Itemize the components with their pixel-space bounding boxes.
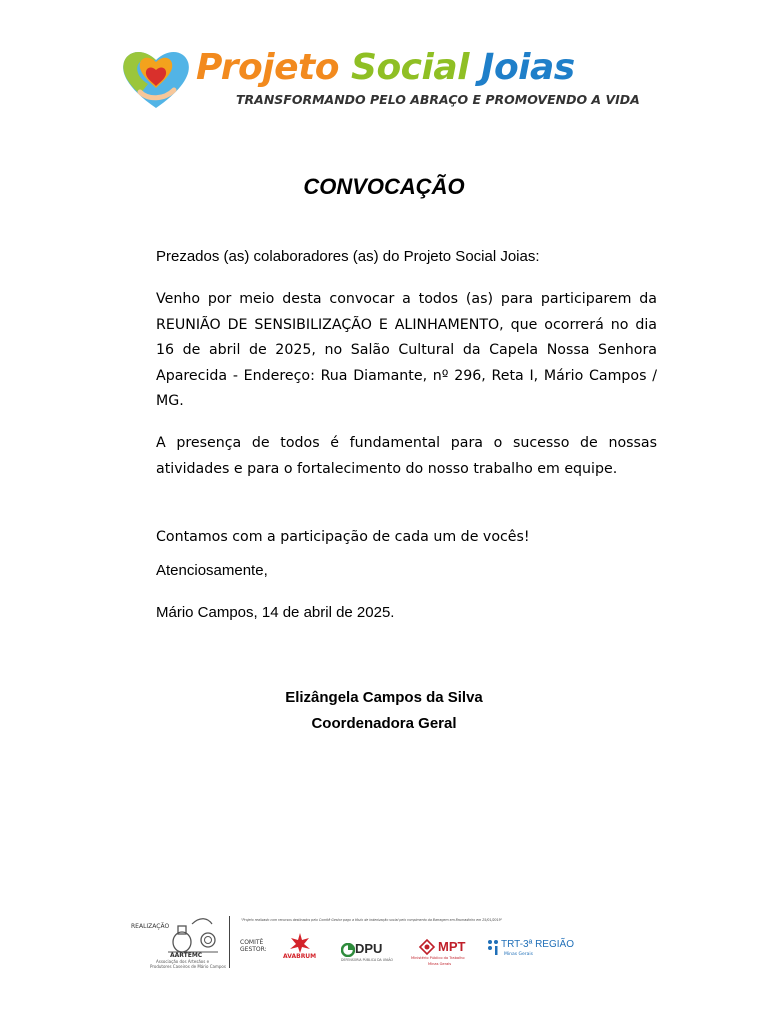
project-logo (118, 44, 638, 114)
aartemc-desc-line1: Associação dos Artesãos e (156, 959, 210, 964)
comite-label-line1: COMITÊ (240, 939, 264, 946)
footer-divider (229, 916, 230, 968)
mpt-desc-line1: Ministério Público do Trabalho (411, 956, 465, 960)
closing-salutation: Atenciosamente, (156, 562, 268, 579)
logo-title-word-joias: Joias (481, 47, 575, 88)
aartemc-name: AARTEMC (170, 952, 203, 959)
aartemc-desc-line2: Produtores Caseiros de Mário Campos (150, 964, 226, 969)
trt-name: TRT-3ª REGIÃO (501, 939, 574, 950)
body-paragraph-importance: A presença de todos é fundamental para o sucesso de nossas atividades e para o fortalecimento do nosso trabalho em equipe. (156, 435, 657, 477)
footer-disclaimer: "Projeto realizado com recursos destinados pelo Comitê Gestor pago a título de indenização social pelo rompimento da Barragem em Brumadinho em 25/01/2019" (241, 918, 503, 922)
dpu-logo-icon (341, 943, 355, 957)
dpu-name: DPU (355, 941, 383, 956)
trt-desc: Minas Gerais (504, 952, 533, 957)
realizacao-label: REALIZAÇÃO (131, 923, 170, 930)
heart-hug-icon (118, 44, 194, 114)
logo-tagline: TRANSFORMANDO PELO ABRAÇO E PROMOVENDO A VIDA (236, 92, 640, 107)
signature-role: Coordenadora Geral (311, 715, 457, 732)
logo-title (196, 48, 575, 88)
document-title: CONVOCAÇÃO (303, 174, 465, 199)
avabrum-logo-icon (288, 932, 312, 954)
body-paragraph-convocation: Venho por meio desta convocar a todos (as) para participarem da REUNIÃO DE SENSIBILIZAÇÃO E ALINHAMENTO, que ocorrerá no dia 16 de abril de 2025, no Salão Cultural da Capela Nossa Senhora Aparecida - Endereço: Rua Diamante, nº 296, Reta I, Mário Campos / MG. (156, 291, 657, 410)
logo-title-word-projeto: Projeto (196, 47, 339, 88)
mpt-logo-icon (418, 938, 436, 956)
footer-sponsors (128, 912, 574, 974)
avabrum-name: AVABRUM (283, 953, 317, 960)
logo-title-word-social: Social (351, 47, 469, 88)
dpu-desc: DEFENSORIA PÚBLICA DA UNIÃO (341, 958, 394, 962)
greeting-line: Prezados (as) colaboradores (as) do Projeto Social Joias: (156, 248, 540, 265)
signature-name: Elizângela Campos da Silva (285, 689, 483, 706)
body-paragraph-participation: Contamos com a participação de cada um de vocês! (156, 529, 530, 545)
mpt-desc-line2: Minas Gerais (428, 962, 452, 966)
place-date-line: Mário Campos, 14 de abril de 2025. (156, 604, 395, 621)
comite-label-line2: GESTOR: (240, 946, 267, 953)
mpt-name: MPT (438, 939, 466, 954)
trt-logo-icon (486, 938, 500, 956)
aartemc-logo-icon (162, 914, 222, 954)
